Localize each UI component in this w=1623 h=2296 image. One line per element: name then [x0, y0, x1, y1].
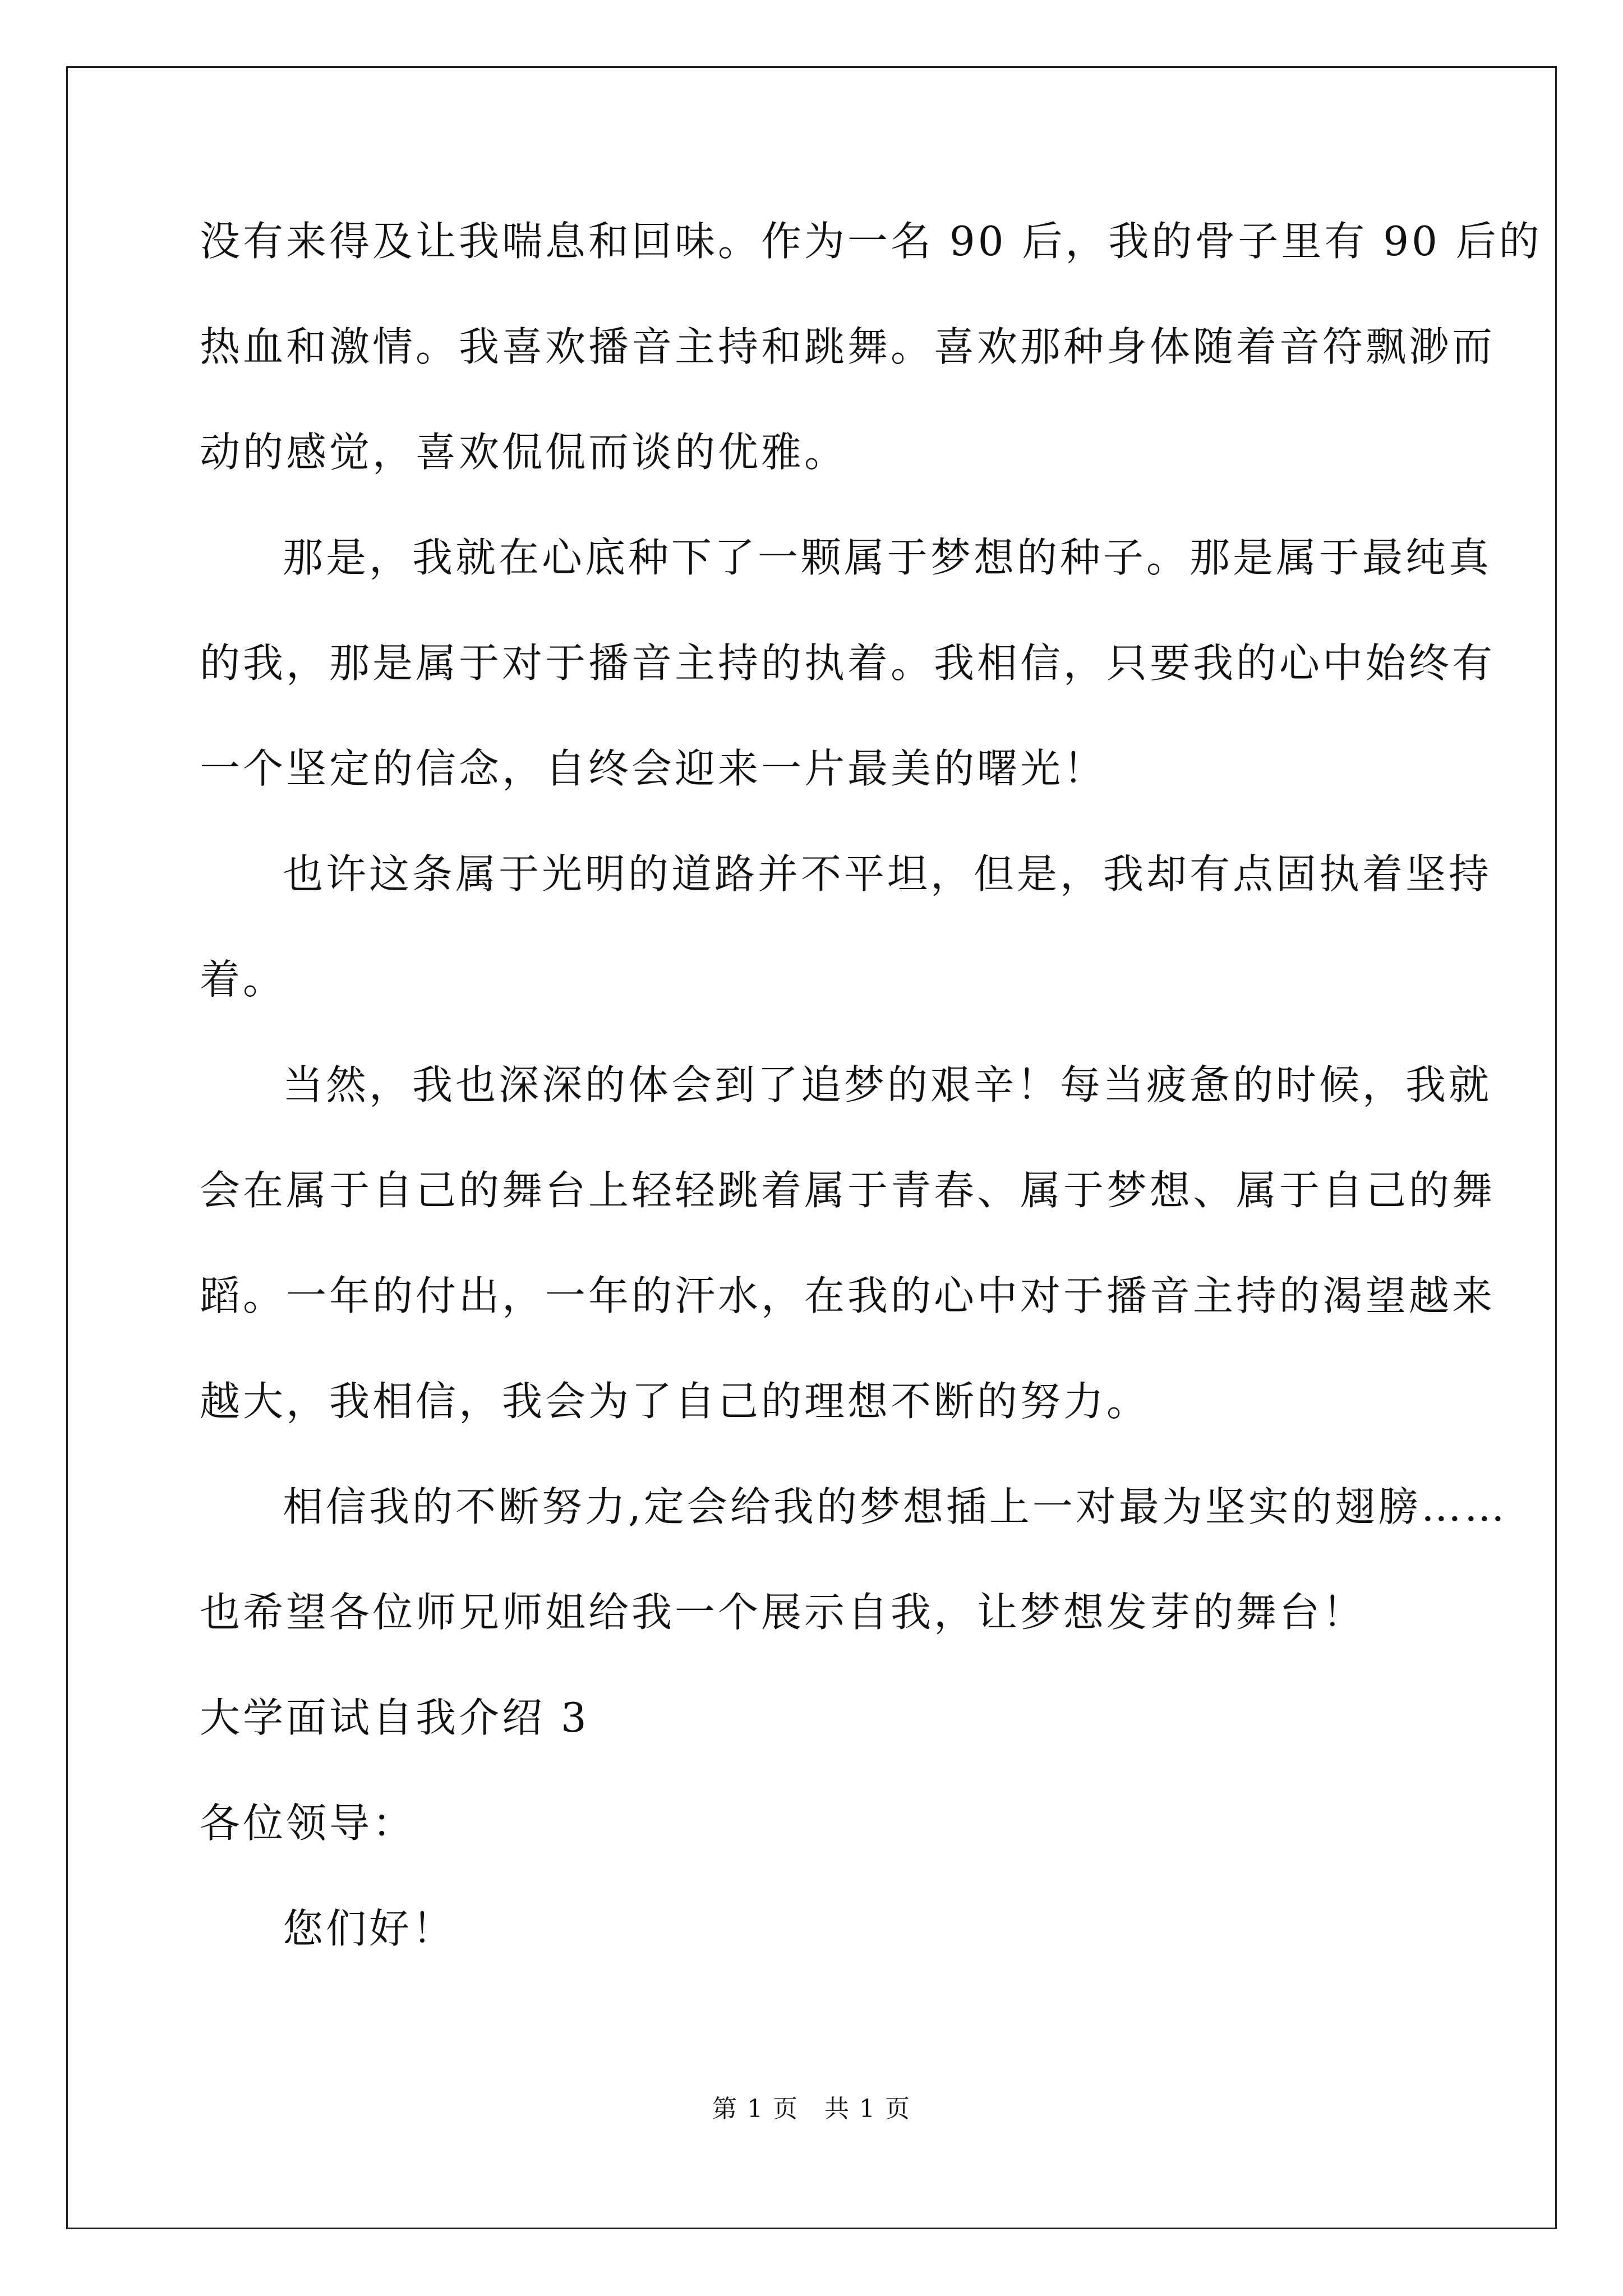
text-line: 越大，我相信，我会为了自己的理想不断的努力。 — [200, 1378, 1150, 1425]
text-line: 会在属于自己的舞台上轻轻跳着属于青春、属于梦想、属于自己的舞 — [200, 1167, 1496, 1214]
text-line: 也许这条属于光明的道路并不平坦，但是，我却有点固执着坚持 — [283, 850, 1492, 898]
text-line: 着。 — [200, 956, 287, 1003]
section-heading: 大学面试自我介绍 3 — [200, 1694, 589, 1741]
document-body — [200, 213, 1542, 2006]
text-line: 当然，我也深深的体会到了追梦的艰辛！每当疲惫的时候，我就 — [283, 1061, 1492, 1108]
page-footer: 第 1 页 共 1 页 — [712, 2095, 911, 2123]
text-line: 动的感觉，喜欢侃侃而谈的优雅。 — [200, 429, 848, 476]
text-line: 的我，那是属于对于播音主持的执着。我相信，只要我的心中始终有 — [200, 639, 1496, 687]
text-line: 蹈。一年的付出，一年的汗水，在我的心中对于播音主持的渴望越来 — [200, 1272, 1496, 1319]
greeting: 您们好！ — [283, 1905, 456, 1952]
salutation: 各位领导： — [200, 1800, 416, 1847]
text-line: 热血和激情。我喜欢播音主持和跳舞。喜欢那种身体随着音符飘渺而 — [200, 323, 1496, 370]
text-line: 一个坚定的信念，自终会迎来一片最美的曙光！ — [200, 745, 1107, 792]
text-line: 相信我的不断努力,定会给我的梦想插上一对最为坚实的翅膀…… — [283, 1483, 1507, 1530]
text-line: 那是，我就在心底种下了一颗属于梦想的种子。那是属于最纯真 — [283, 534, 1492, 581]
text-line: 也希望各位师兄师姐给我一个展示自我，让梦想发芽的舞台！ — [200, 1589, 1366, 1636]
text-line: 没有来得及让我喘息和回味。作为一名 90 后，我的骨子里有 90 后的 — [200, 218, 1542, 265]
